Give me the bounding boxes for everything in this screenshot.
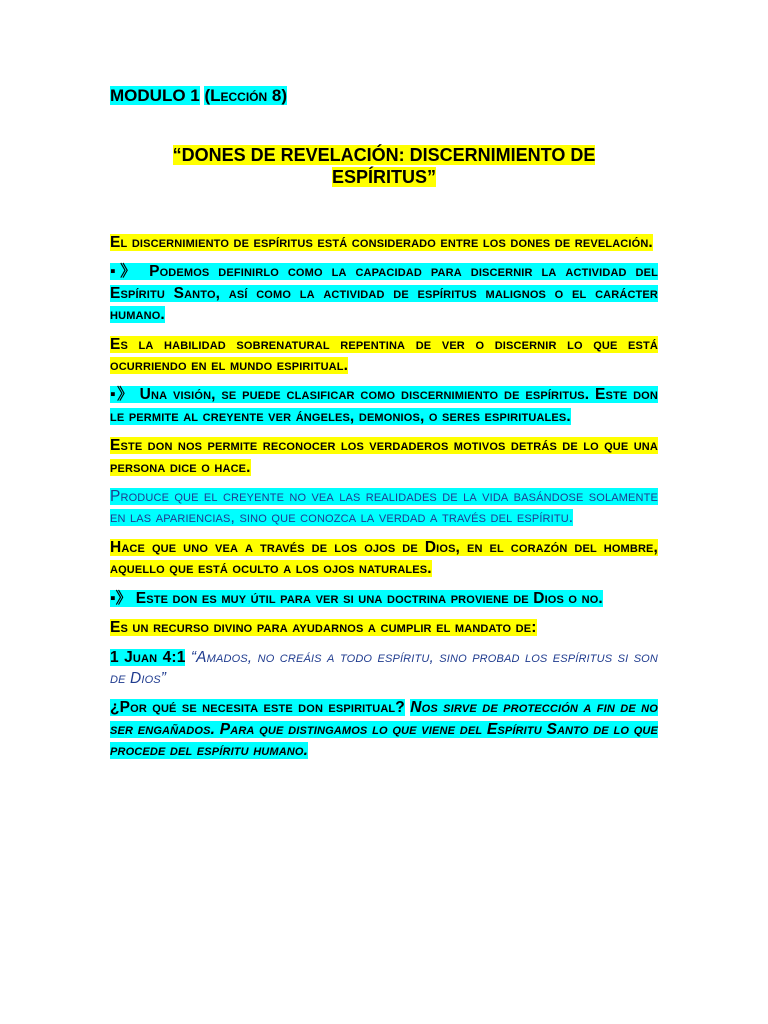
- paragraph-6: [110, 486, 658, 529]
- paragraph-8: [110, 588, 658, 609]
- module-label: MODULO 1: [110, 86, 200, 105]
- paragraph-text: ▪》 Este don es muy útil para ver si una doctrina proviene de Dios o no.: [110, 589, 603, 607]
- paragraph-text: Hace que uno vea a través de los ojos de Dios, en el corazón del hombre, aquello que está oculto a los ojos naturales.: [110, 538, 658, 578]
- title-line-2: ESPÍRITUS”: [331, 167, 437, 187]
- paragraph-text: Este don nos permite reconocer los verdaderos motivos detrás de lo que una persona dice o hace.: [110, 437, 658, 476]
- paragraph-text: ▪》 Una visión, se puede clasificar como discernimiento de espíritus. Este don le permite al creyente ver ángeles, demonios, o seres espirituales.: [110, 386, 658, 425]
- paragraph-text: Es un recurso divino para ayudarnos a cumplir el mandato de:: [110, 619, 537, 637]
- lesson-label: (Lección 8): [204, 86, 288, 105]
- paragraph-text: El discernimiento de espíritus está considerado entre los dones de revelación.: [110, 234, 653, 251]
- question-paragraph: [110, 697, 658, 761]
- paragraph-9: [110, 617, 658, 638]
- page-title: [110, 144, 658, 188]
- paragraph-4: [110, 384, 658, 427]
- paragraph-2: [110, 261, 658, 325]
- paragraph-3: [110, 334, 658, 377]
- verse-quote: “Amados, no creáis a todo espíritu, sino probad los espíritus si son de Dios”: [110, 648, 658, 687]
- question-text: ¿Por qué se necesita este don espiritual?: [110, 699, 405, 717]
- verse-reference: 1 Juan 4:1: [110, 648, 186, 666]
- title-line-1: “DONES DE REVELACIÓN: DISCERNIMIENTO DE: [172, 145, 596, 165]
- paragraph-text: Es la habilidad sobrenatural repentina de ver o discernir lo que está ocurriendo en el mundo espiritual.: [110, 335, 658, 375]
- document-content: [110, 84, 658, 762]
- paragraph-text: Produce que el creyente no vea las realidades de la vida basándose solamente en las apariencias, sino que conozca la verdad a través del espíritu.: [110, 488, 658, 527]
- module-heading: [110, 84, 658, 108]
- bible-verse: [110, 647, 658, 690]
- paragraph-text: ▪》 Podemos definirlo como la capacidad para discernir la actividad del Espíritu Santo, así como la actividad de espíritus malignos o el carácter humano.: [110, 263, 658, 324]
- answer-text: Nos sirve de protección a fin de no ser engañados. Para que distingamos lo que viene del Espíritu Santo de lo que procede del espíritu humano.: [110, 699, 658, 760]
- paragraph-7: [110, 537, 658, 580]
- paragraph-1: [110, 232, 658, 253]
- paragraph-5: [110, 435, 658, 478]
